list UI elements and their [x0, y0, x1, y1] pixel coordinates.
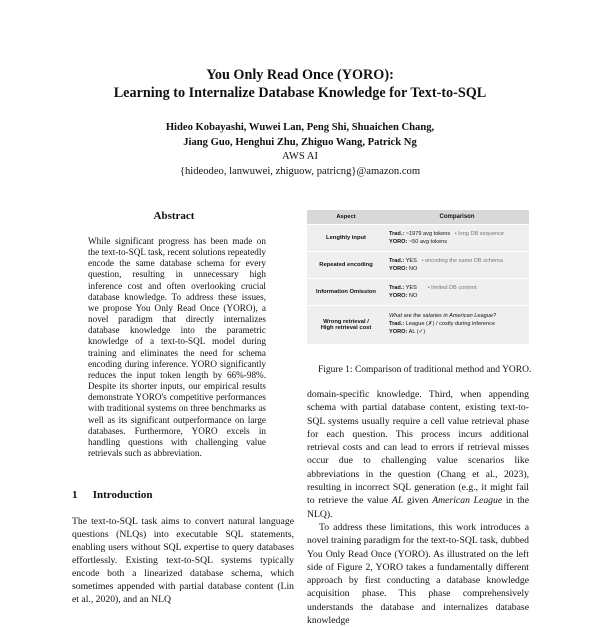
row-note: • long DB sequence	[454, 231, 505, 237]
section-number: 1	[72, 489, 78, 501]
author-emails: {hideodeo, lanwuwei, zhiguow, patricng}@amazon.com	[179, 165, 421, 177]
row-comparison: Trad.: YES • limited DB content YORO: NO	[389, 285, 477, 299]
row-note: • encoding the same DB schema	[421, 258, 503, 264]
section-title: Introduction	[92, 489, 153, 501]
row-comparison: Trad.: YES • encoding the same DB schema YORO: NO	[389, 258, 503, 272]
paragraph: To address these limitations, this work introduces a novel training paradigm for the text-to-SQL task, dubbed You Only Read Once (YORO). As illustrated on the left side of Figure 2, YORO takes a fundamentally different approach by first conducting a database knowledge acquisition phase. This phase comprehensively understands the database and internalizes database knowledge	[307, 521, 529, 627]
row-comparison: What are the salaries in American League? Trad.: League (✗) / costly during inference YORO: AL (✓)	[385, 306, 529, 344]
row-aspect: Wrong retrieval / High retrieval cost	[320, 319, 372, 331]
table-row	[307, 252, 529, 279]
affiliation: AWS AI	[282, 151, 318, 162]
author-block	[0, 121, 600, 179]
section-heading-introduction	[72, 489, 152, 501]
authors-line-2: Jiang Guo, Henghui Zhu, Zhiguo Wang, Patrick Ng	[183, 136, 417, 148]
row-comparison: Trad.: ~1979 avg tokens • long DB sequence YORO: ~50 avg tokens	[389, 231, 505, 245]
row-aspect: Lengthly input	[326, 235, 366, 241]
figure-1-caption: Figure 1: Comparison of traditional method and YORO.	[318, 365, 532, 375]
row-note: • limited DB content	[427, 285, 477, 291]
abstract-text: While significant progress has been made on the text-to-SQL task, recent solutions repeatedly encode the same database schema for every question, resulting in unnecessary high inference cost and often overlooking crucial database knowledge. To address these issues, we propose You Only Read Once (YORO), a novel paradigm that directly internalizes database knowledge into the parametric knowledge of a text-to-SQL model during training and eliminates the need for schema encoding during inference. YORO significantly reduces the input token length by 66%-98%. Despite its shorter inputs, our empirical results demonstrate YORO's competitive performances with traditional systems on three benchmarks as well as its significant outperformance on large databases. Furthermore, YORO excels in handling questions with challenging value retrievals such as abbreviation.	[88, 236, 266, 458]
paragraph: domain-specific knowledge. Third, when appending schema with partial database content, existing text-to-SQL systems usually require a cell value retrieval phase for each question. This process incurs additional retrieval costs and can lead to errors if retrieval misses occur due to challenging value scenarios like abbreviations in the question (Chang et al., 2023), resulting in incorrect SQL generation (e.g., it might fail to retrieve the value AL given American League in the NLQ).	[307, 389, 530, 520]
title-line-2: Learning to Internalize Database Knowledge for Text-to-SQL	[113, 85, 487, 101]
row-aspect: Information Omission	[316, 289, 376, 295]
table-header-row	[307, 210, 529, 225]
row-question: What are the salaries in American League?	[389, 313, 497, 319]
introduction-text: The text-to-SQL task aims to convert natural language questions (NLQs) into executable SQL statements, enabling users without SQL expertise to query databases effortlessly. Existing text-to-SQL systems typically encode both a linearized database schema, which sometimes appended with partial database content (Lin et al., 2020), and an NLQ	[72, 516, 294, 605]
table-row	[307, 306, 529, 345]
title-line-1: You Only Read Once (YORO):	[206, 67, 394, 83]
table-row	[307, 279, 529, 306]
right-column-text	[307, 388, 529, 627]
row-aspect: Repeated encoding	[319, 262, 373, 268]
abstract-heading: Abstract	[153, 210, 195, 222]
table-row	[307, 225, 529, 252]
paper-title	[0, 66, 600, 102]
figure-1-table	[307, 210, 529, 345]
authors-line-1: Hideo Kobayashi, Wuwei Lan, Peng Shi, Shuaichen Chang,	[165, 122, 435, 133]
header-aspect: Aspect	[336, 214, 356, 220]
header-comparison: Comparison	[439, 214, 475, 220]
